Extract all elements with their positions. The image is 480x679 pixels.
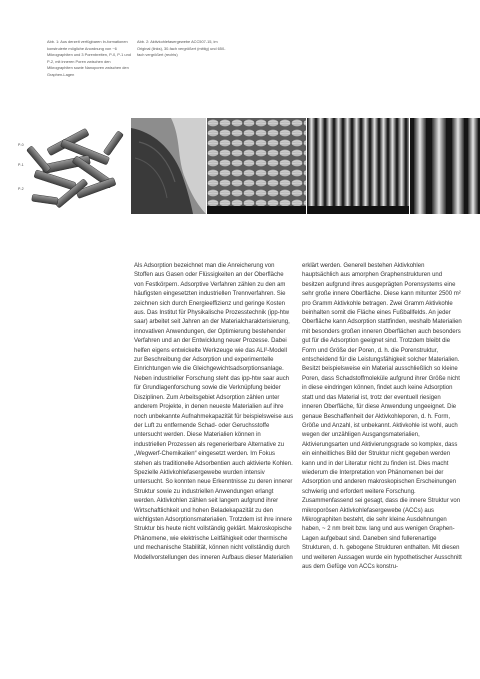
pore-label-p1: P-1 xyxy=(18,163,24,167)
micrographite-diagram xyxy=(16,118,130,214)
fabric-original-photo xyxy=(131,118,206,214)
figure-2-caption: Abb. 2: Aktivkohlefasergewebe ACC507-15, im Original (links), 30-fach vergrößert (mittig) und 650-fach vergrößert (rechts) xyxy=(137,39,226,58)
body-text-column-1 xyxy=(134,262,294,563)
pore-label-p0: P-0 xyxy=(18,143,24,147)
body-paragraph: Als Adsorption bezeichnet man die Anreicherung von Stoffen aus Gasen oder Flüssigkeiten an der Oberfläche von Festkörpern. Adsorptive Verfahren zählen zu den am häufigsten eingesetzten industriellen Trennverfahren. Sie zeichnen sich durch Energieeffizienz und geringe Kosten aus. Das Institut für Physikalische Prozesstechnik (ipp-htw saar) arbeitet seit Jahren an der Materialcharakterisierung, innovativen Anwendungen, der Optimierung bestehender Verfahren und an der Entwicklung neuer Prozesse. Dabei helfen eigens entwickelte Werkzeuge wie das ALI²-Modell zur Beschreibung der Adsorption und experimentelle Einrichtungen wie die Gleichgewichtsadsorptionsanlage. Neben industrieller Forschung steht das ipp-htw saar auch für Grundlagenforschung sowie die Verknüpfung beider Disziplinen. Zum Arbeitsgebiet Adsorption zählen unter anderem Projekte, in denen neueste Materialien auf ihre noch unbekannte Aufnahmekapazität für beispielsweise aus der Luft zu entfernende Schad- oder Geruchsstoffe untersucht werden. Diese Materialien können in industriellen Prozessen als regenerierbare Alternative zu „Wegwerf-Chemikalien“ eingesetzt werden. Im Fokus stehen als traditionelle Adsorbentien auch aktivierte Kohlen. Spezielle Aktivkohlefasergewebe wurden intensiv untersucht. So konnten neue Erkenntnisse zu deren innerer Struktur sowie zu industriellen Anwendungen erlangt werden. Aktivkohlen zählen seit langem aufgrund ihrer Wirtschaftlichkeit und hohen Beladekapazität zu den wichtigsten Adsorptionsmaterialien. Trotzdem ist ihre innere Struktur bis heute nicht vollständig geklärt. Makroskopische Phänomene, wie elektrische Leitfähigkeit oder thermische und mechanische Stabilität, können nicht vollständig durch Modellvorstellungen des inneren Aufbaus dieser Materialien xyxy=(134,263,294,561)
body-paragraph: erklärt werden. Generell bestehen Aktivkohlen hauptsächlich aus amorphen Graphenstrukturen und besitzen aufgrund ihres ausgeprägten Porensystems eine sehr große innere Oberfläche. Diese kann mitunter 2500 m² pro Gramm Aktivkohle betragen. Zwei Gramm Aktivkohle beinhalten somit die Fläche eines Fußballfelds. An jeder Oberfläche kann Adsorption stattfinden, weshalb Materialien mit besonders großen inneren Oberflächen auch besonders gut für die Adsorption geeignet sind. Trotzdem bleibt die Form und Größe der Poren, d. h. die Porenstruktur, entscheidend für die Leistungsfähigkeit solcher Materialien. Besitzt beispielsweise ein Material ausschließlich so kleine Poren, dass Schadstoffmoleküle aufgrund ihrer Größe nicht in diese eindringen können, findet auch keine Adsorption statt und das Material ist, trotz der eventuell riesigen inneren Oberfläche, für diese Anwendung ungeeignet. Die genaue Beschaffenheit der Aktivkohleporen, d. h. Form, Größe und Anzahl, ist unbekannt. Aktivkohle ist wohl, auch wegen der unzähligen Ausgangsmaterialien, Aktivierungsarten und Aktivierungsgrade so komplex, dass ein einheitliches Bild der Struktur nicht gegeben werden kann und in der Literatur nicht zu finden ist. Dies macht wiederum die Interpretation von Phänomenen bei der Adsorption und anderen makroskopischen Erscheinungen schwierig und erfordert weitere Forschung. Zusammenfassend sei gesagt, dass die innere Struktur von mikroporösen Aktivkohlefasergewebe (ACCs) aus Mikrographiten besteht, die sehr kleine Ausdehnungen haben, ~ 2 nm breit bzw. lang und aus wenigen Graphen-Lagen aufgebaut sind. Daneben sind fullerenartige Strukturen, d. h. gebogene Strukturen enthalten. Mit diesen und weiteren Aussagen wurde ein hypothetischer Ausschnitt aus dem Gefüge von ACCs konstru- xyxy=(302,263,462,570)
graphene-stack xyxy=(26,128,123,208)
fabric-650x-photo xyxy=(307,118,409,214)
figure-1-caption: Abb. 1: Aus derzeit verfügbaren In-formationen konstruierte mögliche Anordnung von ~6 Mikrographiten und 3 Porenbreiten, P-0, P-1 und P-2, mit inneren Poren zwischen den Mikrographiten sowie Nanoporen zwischen den Graphen-Lagen xyxy=(47,39,131,77)
fabric-30x-photo xyxy=(207,118,306,214)
body-text-column-2 xyxy=(302,262,462,572)
pore-label-p2: P-2 xyxy=(18,187,24,191)
fabric-fiber-detail-photo xyxy=(410,118,480,214)
